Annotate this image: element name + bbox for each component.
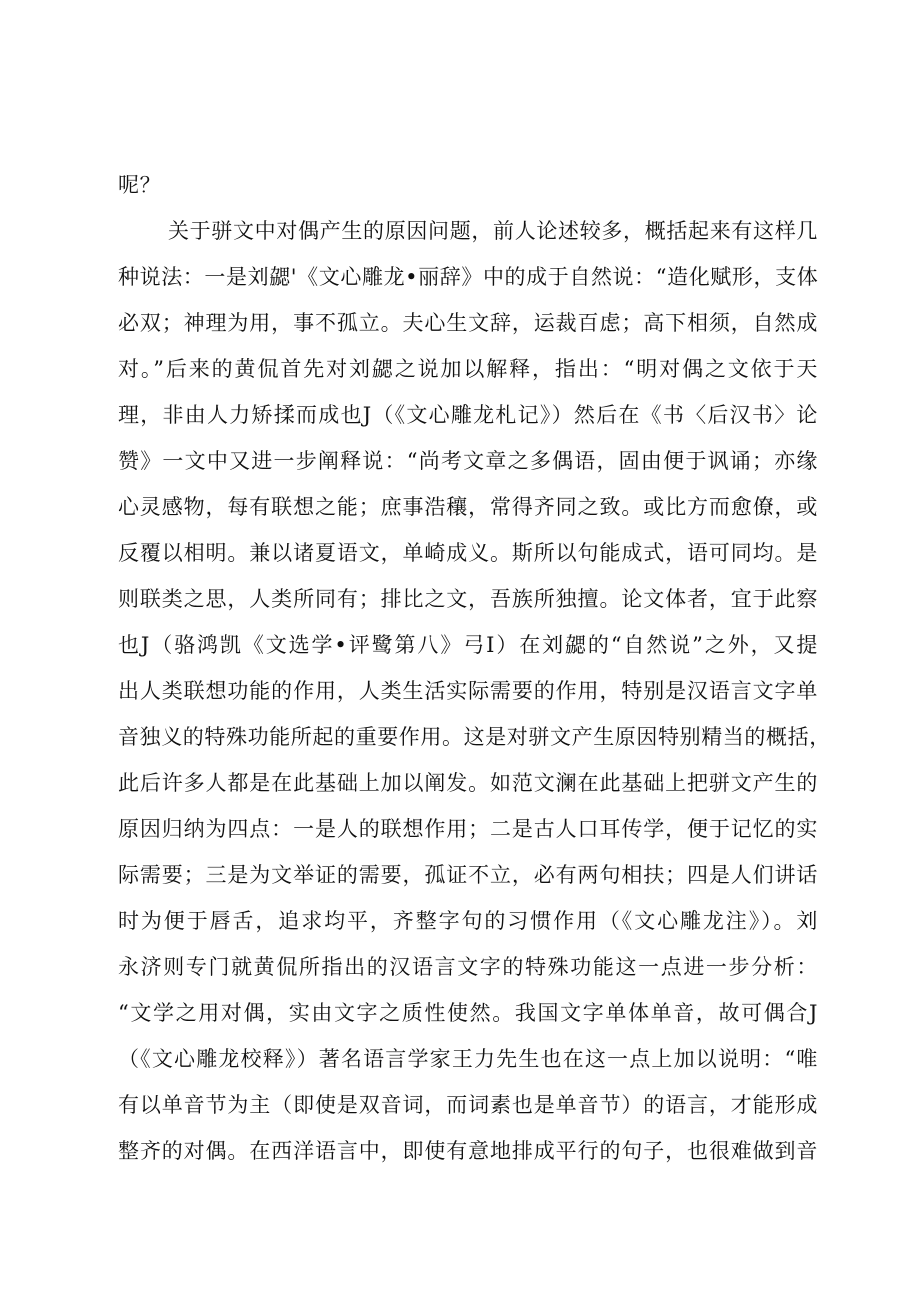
text-line: （《文心雕龙校释》）著名语言学家王力先生也在这一点上加以说明：“唯	[118, 1047, 818, 1071]
body-text	[118, 162, 831, 1174]
text-line: 种说法：一是刘勰'《文心雕龙•丽辞》中的成于自然说：“造化赋形，支体	[118, 265, 819, 289]
text-line: 呢？	[118, 173, 162, 197]
text-line: 音独义的特殊功能所起的重要作用。这是对骈文产生原因特别精当的概括，	[118, 725, 831, 749]
text-line: 理，非由人力矫揉而成也J（《文心雕龙札记》）然后在《书〈后汉书〉论	[118, 403, 818, 427]
text-line: 有以单音节为主（即使是双音词，而词素也是单音节）的语言，才能形成	[118, 1093, 818, 1117]
text-line: 心灵感物，每有联想之能；庶事浩穰，常得齐同之致。或比方而愈僚，或	[118, 495, 818, 519]
text-line: 必双；神理为用，事不孤立。夫心生文辞，运裁百虑；高下相须，自然成	[118, 311, 818, 335]
text-line: 原因归纳为四点：一是人的联想作用；二是古人口耳传学，便于记忆的实	[118, 817, 818, 841]
text-line: 也J（骆鸿凯《文选学•评鹭第八》弓I）在刘勰的“自然说”之外，又提	[118, 633, 818, 657]
paragraph-first-line: 关于骈文中对偶产生的原因问题，前人论述较多，概括起来有这样几	[168, 219, 818, 243]
text-line: 整齐的对偶。在西洋语言中，即使有意地排成平行的句子，也很难做到音	[118, 1139, 818, 1163]
text-line: “文学之用对偶，实由文字之质性使然。我国文字单体单音，故可偶合J	[118, 1001, 818, 1025]
text-line: 永济则专门就黄侃所指出的汉语言文字的特殊功能这一点进一步分析：	[118, 955, 818, 979]
text-line: 则联类之思，人类所同有；排比之文，吾族所独擅。论文体者，宜于此察	[118, 587, 818, 611]
text-line: 此后许多人都是在此基础上加以阐发。如范文澜在此基础上把骈文产生的	[118, 771, 818, 795]
text-line: 际需要；三是为文举证的需要，孤证不立，必有两句相扶；四是人们讲话	[118, 863, 818, 887]
text-line: 时为便于唇舌，追求均平，齐整字句的习惯作用（《文心雕龙注》）。刘	[118, 909, 818, 933]
text-line: 对。”后来的黄侃首先对刘勰之说加以解释，指出：“明对偶之文依于天	[118, 357, 818, 381]
text-line: 赞》一文中又进一步阐释说：“尚考文章之多偶语，固由便于讽诵；亦缘	[118, 449, 818, 473]
text-line: 反覆以相明。兼以诸夏语文，单崎成义。斯所以句能成式，语可同均。是	[118, 541, 818, 565]
text-line: 出人类联想功能的作用，人类生活实际需要的作用，特别是汉语言文字单	[118, 679, 818, 703]
